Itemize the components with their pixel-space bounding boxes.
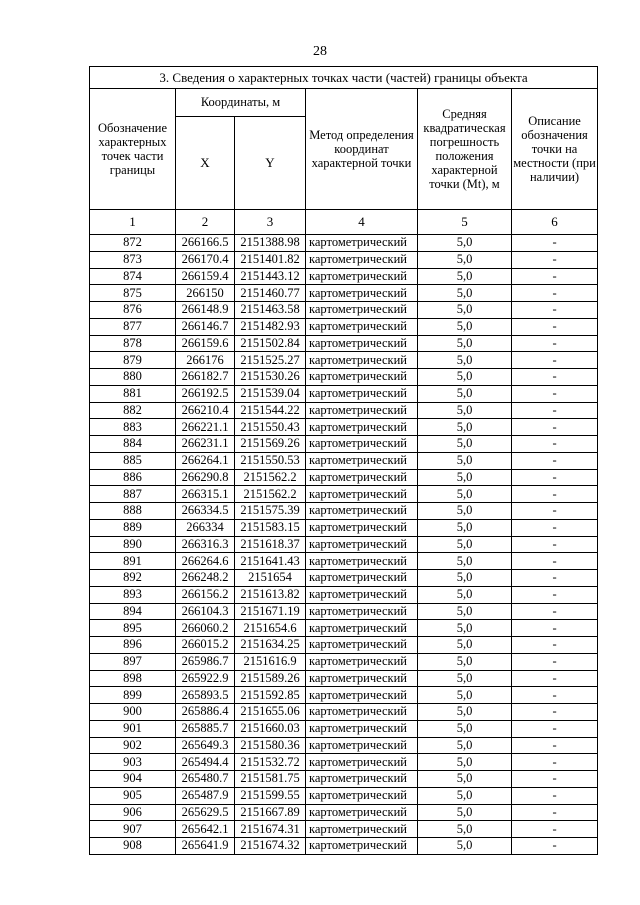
header-y: Y [235, 116, 306, 209]
cell-description: - [512, 235, 598, 252]
table-row [90, 720, 598, 737]
cell-method: картометрический [306, 787, 418, 804]
cell-x: 266159.4 [176, 268, 235, 285]
cell-x: 265480.7 [176, 771, 235, 788]
cell-error: 5,0 [418, 503, 512, 520]
table-row [90, 603, 598, 620]
cell-error: 5,0 [418, 486, 512, 503]
cell-y: 2151592.85 [235, 687, 306, 704]
cell-x: 266104.3 [176, 603, 235, 620]
cell-point-number: 903 [90, 754, 176, 771]
cell-y: 2151655.06 [235, 704, 306, 721]
column-number: 1 [90, 210, 176, 235]
cell-x: 266156.2 [176, 586, 235, 603]
cell-description: - [512, 804, 598, 821]
cell-description: - [512, 653, 598, 670]
cell-description: - [512, 436, 598, 453]
cell-description: - [512, 838, 598, 855]
cell-error: 5,0 [418, 436, 512, 453]
cell-x: 266150 [176, 285, 235, 302]
cell-y: 2151443.12 [235, 268, 306, 285]
cell-y: 2151580.36 [235, 737, 306, 754]
header-row [90, 89, 598, 117]
cell-error: 5,0 [418, 586, 512, 603]
table-row [90, 486, 598, 503]
cell-y: 2151575.39 [235, 503, 306, 520]
cell-description: - [512, 620, 598, 637]
cell-point-number: 892 [90, 570, 176, 587]
cell-error: 5,0 [418, 821, 512, 838]
cell-description: - [512, 469, 598, 486]
cell-x: 265893.5 [176, 687, 235, 704]
cell-x: 266015.2 [176, 637, 235, 654]
table-row [90, 570, 598, 587]
cell-description: - [512, 335, 598, 352]
table-row [90, 737, 598, 754]
cell-method: картометрический [306, 469, 418, 486]
column-number: 3 [235, 210, 306, 235]
cell-description: - [512, 637, 598, 654]
cell-error: 5,0 [418, 318, 512, 335]
cell-method: картометрический [306, 536, 418, 553]
table-row [90, 436, 598, 453]
cell-point-number: 891 [90, 553, 176, 570]
cell-y: 2151660.03 [235, 720, 306, 737]
column-number: 2 [176, 210, 235, 235]
cell-error: 5,0 [418, 620, 512, 637]
table-row [90, 503, 598, 520]
cell-point-number: 895 [90, 620, 176, 637]
cell-point-number: 904 [90, 771, 176, 788]
cell-description: - [512, 486, 598, 503]
cell-method: картометрический [306, 804, 418, 821]
cell-y: 2151544.22 [235, 402, 306, 419]
cell-method: картометрический [306, 771, 418, 788]
cell-x: 265885.7 [176, 720, 235, 737]
cell-method: картометрический [306, 754, 418, 771]
table-row [90, 553, 598, 570]
cell-error: 5,0 [418, 653, 512, 670]
cell-point-number: 887 [90, 486, 176, 503]
cell-error: 5,0 [418, 385, 512, 402]
table-row [90, 653, 598, 670]
cell-x: 266264.1 [176, 452, 235, 469]
cell-description: - [512, 503, 598, 520]
cell-y: 2151589.26 [235, 670, 306, 687]
cell-description: - [512, 570, 598, 587]
cell-error: 5,0 [418, 519, 512, 536]
cell-method: картометрический [306, 318, 418, 335]
table-row [90, 469, 598, 486]
cell-y: 2151460.77 [235, 285, 306, 302]
cell-point-number: 886 [90, 469, 176, 486]
cell-error: 5,0 [418, 536, 512, 553]
cell-method: картометрический [306, 637, 418, 654]
cell-error: 5,0 [418, 302, 512, 319]
table-row [90, 687, 598, 704]
table-row [90, 352, 598, 369]
cell-method: картометрический [306, 302, 418, 319]
cell-error: 5,0 [418, 670, 512, 687]
cell-x: 266176 [176, 352, 235, 369]
cell-y: 2151634.25 [235, 637, 306, 654]
cell-point-number: 897 [90, 653, 176, 670]
cell-error: 5,0 [418, 285, 512, 302]
cell-point-number: 874 [90, 268, 176, 285]
cell-method: картометрический [306, 251, 418, 268]
cell-point-number: 890 [90, 536, 176, 553]
cell-method: картометрический [306, 687, 418, 704]
cell-method: картометрический [306, 586, 418, 603]
cell-x: 265886.4 [176, 704, 235, 721]
table-row [90, 235, 598, 252]
cell-error: 5,0 [418, 637, 512, 654]
page-number: 28 [313, 44, 327, 59]
cell-method: картометрический [306, 385, 418, 402]
cell-description: - [512, 771, 598, 788]
cell-method: картометрический [306, 419, 418, 436]
cell-point-number: 902 [90, 737, 176, 754]
cell-y: 2151539.04 [235, 385, 306, 402]
cell-method: картометрический [306, 486, 418, 503]
cell-error: 5,0 [418, 754, 512, 771]
column-number: 4 [306, 210, 418, 235]
cell-description: - [512, 603, 598, 620]
cell-method: картометрический [306, 704, 418, 721]
cell-error: 5,0 [418, 570, 512, 587]
cell-x: 266146.7 [176, 318, 235, 335]
table-row [90, 419, 598, 436]
cell-method: картометрический [306, 369, 418, 386]
header-point: Обозначение характерных точек части границы [90, 89, 176, 210]
cell-y: 2151616.9 [235, 653, 306, 670]
cell-description: - [512, 369, 598, 386]
cell-description: - [512, 687, 598, 704]
cell-point-number: 900 [90, 704, 176, 721]
cell-y: 2151667.89 [235, 804, 306, 821]
table-row [90, 369, 598, 386]
cell-error: 5,0 [418, 787, 512, 804]
cell-method: картометрический [306, 436, 418, 453]
cell-point-number: 883 [90, 419, 176, 436]
table-body [90, 235, 598, 855]
cell-y: 2151618.37 [235, 536, 306, 553]
cell-point-number: 899 [90, 687, 176, 704]
cell-description: - [512, 251, 598, 268]
cell-error: 5,0 [418, 737, 512, 754]
cell-error: 5,0 [418, 335, 512, 352]
cell-x: 266316.3 [176, 536, 235, 553]
cell-description: - [512, 787, 598, 804]
cell-y: 2151550.43 [235, 419, 306, 436]
cell-point-number: 898 [90, 670, 176, 687]
cell-y: 2151530.26 [235, 369, 306, 386]
cell-error: 5,0 [418, 720, 512, 737]
cell-x: 265641.9 [176, 838, 235, 855]
section-title-row [90, 67, 598, 89]
cell-point-number: 907 [90, 821, 176, 838]
cell-description: - [512, 352, 598, 369]
cell-y: 2151569.26 [235, 436, 306, 453]
cell-y: 2151482.93 [235, 318, 306, 335]
cell-point-number: 889 [90, 519, 176, 536]
boundary-points-table [89, 66, 598, 855]
cell-y: 2151502.84 [235, 335, 306, 352]
cell-y: 2151562.2 [235, 486, 306, 503]
table-row [90, 771, 598, 788]
cell-x: 265642.1 [176, 821, 235, 838]
cell-error: 5,0 [418, 838, 512, 855]
cell-method: картометрический [306, 720, 418, 737]
cell-description: - [512, 285, 598, 302]
cell-y: 2151562.2 [235, 469, 306, 486]
cell-point-number: 877 [90, 318, 176, 335]
table-row [90, 821, 598, 838]
table-row [90, 251, 598, 268]
cell-method: картометрический [306, 838, 418, 855]
cell-x: 266264.6 [176, 553, 235, 570]
cell-error: 5,0 [418, 704, 512, 721]
table-row [90, 536, 598, 553]
cell-y: 2151550.53 [235, 452, 306, 469]
cell-point-number: 875 [90, 285, 176, 302]
cell-y: 2151671.19 [235, 603, 306, 620]
cell-description: - [512, 302, 598, 319]
table-row [90, 335, 598, 352]
cell-x: 266060.2 [176, 620, 235, 637]
table-row [90, 402, 598, 419]
cell-y: 2151654 [235, 570, 306, 587]
cell-point-number: 881 [90, 385, 176, 402]
cell-y: 2151581.75 [235, 771, 306, 788]
table-row [90, 285, 598, 302]
cell-y: 2151463.58 [235, 302, 306, 319]
table-row [90, 586, 598, 603]
table-row [90, 620, 598, 637]
cell-point-number: 896 [90, 637, 176, 654]
cell-point-number: 906 [90, 804, 176, 821]
cell-error: 5,0 [418, 603, 512, 620]
cell-method: картометрический [306, 519, 418, 536]
cell-point-number: 879 [90, 352, 176, 369]
table-row [90, 452, 598, 469]
cell-description: - [512, 720, 598, 737]
cell-y: 2151599.55 [235, 787, 306, 804]
cell-point-number: 872 [90, 235, 176, 252]
cell-method: картометрический [306, 620, 418, 637]
table-row [90, 704, 598, 721]
cell-x: 265487.9 [176, 787, 235, 804]
cell-description: - [512, 704, 598, 721]
cell-error: 5,0 [418, 352, 512, 369]
cell-y: 2151654.6 [235, 620, 306, 637]
cell-error: 5,0 [418, 419, 512, 436]
table-row [90, 637, 598, 654]
cell-method: картометрический [306, 335, 418, 352]
cell-y: 2151613.82 [235, 586, 306, 603]
table-row [90, 318, 598, 335]
cell-x: 266210.4 [176, 402, 235, 419]
cell-x: 266221.1 [176, 419, 235, 436]
cell-description: - [512, 402, 598, 419]
cell-point-number: 884 [90, 436, 176, 453]
table-row [90, 302, 598, 319]
cell-method: картометрический [306, 452, 418, 469]
cell-x: 266170.4 [176, 251, 235, 268]
table-row [90, 268, 598, 285]
cell-x: 266315.1 [176, 486, 235, 503]
cell-method: картометрический [306, 603, 418, 620]
cell-method: картометрический [306, 821, 418, 838]
cell-description: - [512, 536, 598, 553]
table-row [90, 519, 598, 536]
cell-description: - [512, 821, 598, 838]
cell-point-number: 873 [90, 251, 176, 268]
cell-error: 5,0 [418, 469, 512, 486]
cell-y: 2151641.43 [235, 553, 306, 570]
cell-x: 266334.5 [176, 503, 235, 520]
cell-description: - [512, 670, 598, 687]
cell-y: 2151674.32 [235, 838, 306, 855]
cell-point-number: 894 [90, 603, 176, 620]
table-row [90, 787, 598, 804]
cell-error: 5,0 [418, 402, 512, 419]
cell-x: 265494.4 [176, 754, 235, 771]
cell-method: картометрический [306, 235, 418, 252]
cell-method: картометрический [306, 285, 418, 302]
cell-method: картометрический [306, 402, 418, 419]
cell-description: - [512, 385, 598, 402]
cell-x: 266166.5 [176, 235, 235, 252]
section-title: 3. Сведения о характерных точках части (частей) границы объекта [90, 67, 598, 89]
cell-x: 266159.6 [176, 335, 235, 352]
cell-y: 2151532.72 [235, 754, 306, 771]
header-description: Описание обозначения точки на местности (при наличии) [512, 89, 598, 210]
cell-y: 2151583.15 [235, 519, 306, 536]
cell-error: 5,0 [418, 369, 512, 386]
cell-x: 265629.5 [176, 804, 235, 821]
table-row [90, 670, 598, 687]
cell-description: - [512, 553, 598, 570]
table-row [90, 804, 598, 821]
cell-point-number: 878 [90, 335, 176, 352]
table-row [90, 838, 598, 855]
cell-point-number: 882 [90, 402, 176, 419]
cell-method: картометрический [306, 653, 418, 670]
cell-point-number: 901 [90, 720, 176, 737]
cell-error: 5,0 [418, 268, 512, 285]
cell-y: 2151401.82 [235, 251, 306, 268]
cell-error: 5,0 [418, 687, 512, 704]
cell-point-number: 885 [90, 452, 176, 469]
table-row [90, 754, 598, 771]
cell-method: картометрический [306, 670, 418, 687]
cell-method: картометрический [306, 352, 418, 369]
cell-x: 266148.9 [176, 302, 235, 319]
cell-description: - [512, 519, 598, 536]
cell-error: 5,0 [418, 771, 512, 788]
cell-point-number: 888 [90, 503, 176, 520]
cell-x: 265922.9 [176, 670, 235, 687]
cell-x: 266231.1 [176, 436, 235, 453]
cell-x: 266182.7 [176, 369, 235, 386]
cell-method: картометрический [306, 737, 418, 754]
cell-description: - [512, 419, 598, 436]
cell-point-number: 876 [90, 302, 176, 319]
header-x: X [176, 116, 235, 209]
cell-method: картометрический [306, 268, 418, 285]
table-row [90, 385, 598, 402]
cell-x: 266290.8 [176, 469, 235, 486]
column-number: 5 [418, 210, 512, 235]
cell-method: картометрический [306, 503, 418, 520]
cell-description: - [512, 586, 598, 603]
cell-y: 2151674.31 [235, 821, 306, 838]
cell-error: 5,0 [418, 235, 512, 252]
cell-description: - [512, 737, 598, 754]
header-coordinates: Координаты, м [176, 89, 306, 117]
cell-description: - [512, 452, 598, 469]
cell-method: картометрический [306, 570, 418, 587]
column-number: 6 [512, 210, 598, 235]
cell-point-number: 905 [90, 787, 176, 804]
column-numbers-row [90, 210, 598, 235]
cell-x: 266248.2 [176, 570, 235, 587]
cell-description: - [512, 318, 598, 335]
cell-x: 265649.3 [176, 737, 235, 754]
cell-point-number: 880 [90, 369, 176, 386]
cell-error: 5,0 [418, 553, 512, 570]
cell-y: 2151525.27 [235, 352, 306, 369]
cell-x: 265986.7 [176, 653, 235, 670]
cell-y: 2151388.98 [235, 235, 306, 252]
cell-error: 5,0 [418, 804, 512, 821]
cell-x: 266334 [176, 519, 235, 536]
cell-error: 5,0 [418, 452, 512, 469]
cell-description: - [512, 754, 598, 771]
cell-point-number: 893 [90, 586, 176, 603]
cell-x: 266192.5 [176, 385, 235, 402]
cell-point-number: 908 [90, 838, 176, 855]
header-method: Метод определения координат характерной точки [306, 89, 418, 210]
cell-method: картометрический [306, 553, 418, 570]
cell-description: - [512, 268, 598, 285]
cell-error: 5,0 [418, 251, 512, 268]
header-error: Средняя квадратическая погрешность положения характерной точки (Mt), м [418, 89, 512, 210]
